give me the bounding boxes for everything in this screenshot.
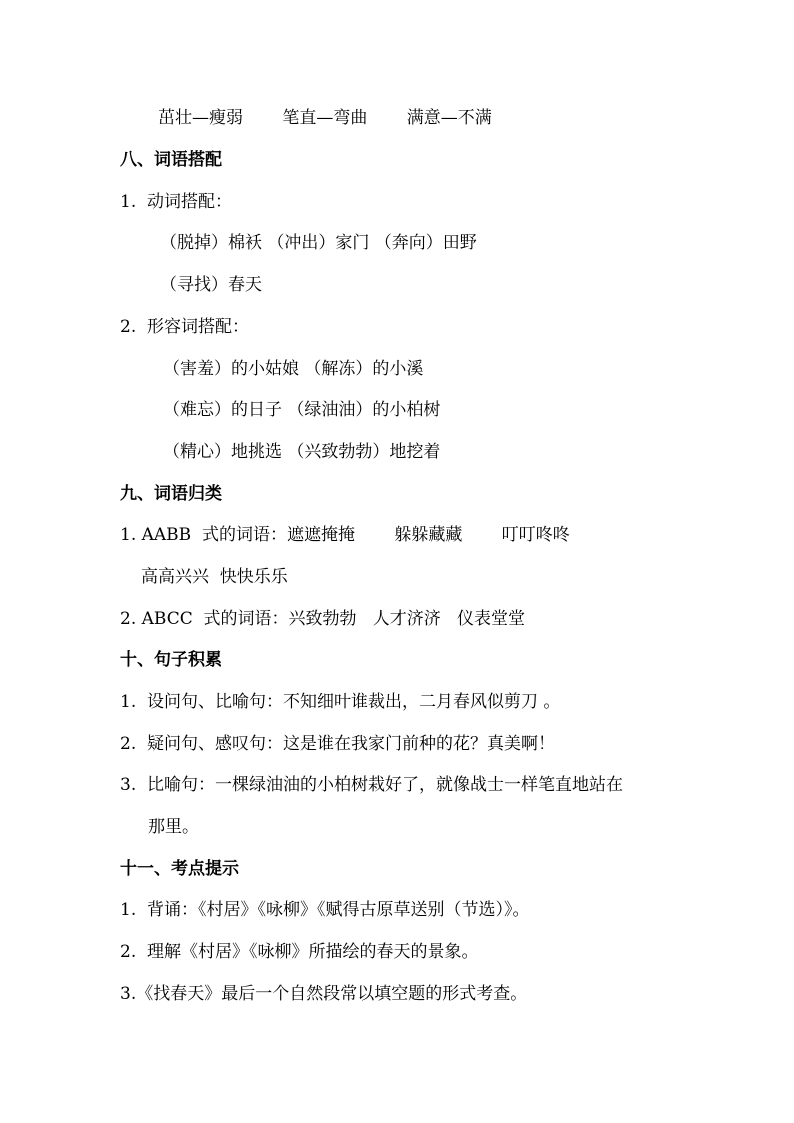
verb-collocation-line-2: （寻找）春天: [160, 275, 262, 295]
section-11-heading: 十一、考点提示: [120, 859, 239, 879]
verb-collocation-line-1: （脱掉）棉袄 （冲出）家门 （奔向）田野: [160, 233, 477, 253]
sentence-item-3: 3. 比喻句：一棵绿油油的小柏树栽好了，就像战士一样笔直地站在: [120, 775, 624, 795]
sentence-item-3-continuation: 那里。: [148, 817, 199, 837]
adjective-collocation-line-2: （难忘）的日子 （绿油油）的小柏树: [163, 400, 441, 420]
adjective-collocation-line-1: （害羞）的小姑娘 （解冻）的小溪: [163, 359, 424, 379]
key-point-item-3: 3.《找春天》最后一个自然段常以填空题的形式考查。: [120, 984, 528, 1004]
aabb-words-line: 1. AABB 式的词语：遮遮掩掩 躲躲藏藏 叮叮咚咚: [120, 525, 570, 545]
section-10-heading: 十、句子积累: [120, 650, 222, 670]
antonym-pairs-line: 茁壮—瘦弱 笔直—弯曲 满意—不满: [158, 108, 492, 128]
section-8-heading: 八、词语搭配: [120, 150, 222, 170]
section-8-item-1-label: 1. 动词搭配：: [120, 192, 233, 212]
sentence-item-2: 2. 疑问句、感叹句：这是谁在我家门前种的花？真美啊！: [120, 734, 556, 754]
key-point-item-1: 1. 背诵：《村居》《咏柳》《赋得古原草送别（节选）》。: [120, 900, 530, 920]
key-point-item-2: 2. 理解《村居》《咏柳》所描绘的春天的景象。: [120, 942, 479, 962]
section-8-item-2-label: 2. 形容词搭配：: [120, 317, 250, 337]
section-9-heading: 九、词语归类: [120, 484, 222, 504]
abcc-words-line: 2. ABCC 式的词语：兴致勃勃 人才济济 仪表堂堂: [120, 609, 525, 629]
adjective-collocation-line-3: （精心）地挑选 （兴致勃勃）地挖着: [163, 442, 441, 462]
aabb-words-continuation: 高高兴兴 快快乐乐: [141, 567, 288, 587]
sentence-item-1: 1. 设问句、比喻句：不知细叶谁裁出，二月春风似剪刀 。: [120, 692, 561, 712]
